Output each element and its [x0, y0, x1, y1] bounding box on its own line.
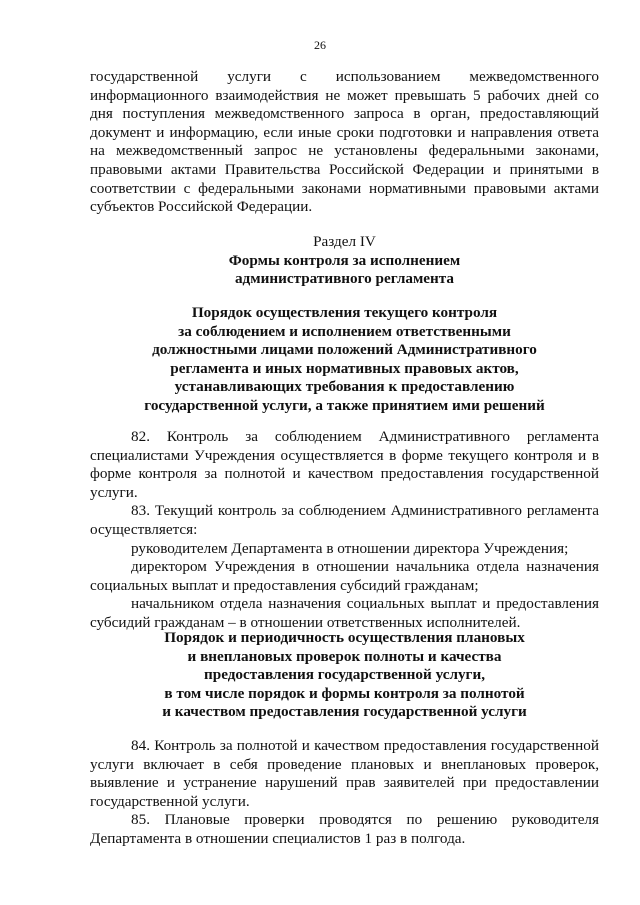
section-title-line: административного регламента: [234, 270, 455, 288]
continuation-text-block: [90, 68, 599, 217]
subheading-line: и качеством предоставления государственной услуги: [162, 703, 527, 721]
continuation-paragraph: государственной услуги с использованием межведомственного информационного взаимодействия не может превышать 5 рабочих дней со дня поступления межведомственного запроса в орган, предоставляющий документ и информацию, если иные сроки подготовки и направления ответа на межведомственный запрос не установлены федеральными законами, правовыми актами Правительства Российской Федерации и принятыми в соответствии с федеральными законами нормативными правовыми актами субъектов Российской Федерации.: [90, 68, 599, 216]
subheading-line: регламента и иных нормативных правовых актов,: [170, 359, 519, 377]
section-header: [90, 233, 599, 289]
page-number: 26: [314, 38, 326, 52]
paragraph-83: 83. Текущий контроль за соблюдением Административного регламента осуществляется:: [90, 502, 599, 538]
subheading-current-control: [90, 304, 599, 416]
paragraphs-84-85: [90, 737, 599, 849]
subheading-line: в том числе порядок и формы контроля за полнотой: [164, 684, 525, 702]
subheading-line: устанавливающих требования к предоставлению: [174, 378, 515, 396]
paragraph-84: 84. Контроль за полнотой и качеством предоставления государственной услуги включает в себя проведение плановых и внеплановых проверок, выявление и устранение нарушений прав заявителей при предоставлении государственной услуги.: [90, 737, 599, 810]
subheading-line: государственной услуги, а также принятием ими решений: [144, 396, 545, 414]
subheading-inspections: [90, 629, 599, 722]
subheading-inspections-text: [90, 629, 599, 722]
subheading-line: Порядок осуществления текущего контроля: [191, 304, 498, 321]
section-label: Раздел IV: [313, 233, 376, 250]
subheading-line: и внеплановых проверок полноты и качества: [187, 647, 502, 665]
subheading-current-control-text: [90, 304, 599, 416]
section-title-line: Формы контроля за исполнением: [228, 251, 461, 269]
subheading-line: предоставления государственной услуги,: [204, 666, 485, 684]
paragraphs-82-83: [90, 428, 599, 633]
paragraph-83-item-1: руководителем Департамента в отношении директора Учреждения;: [131, 539, 569, 557]
paragraph-85: 85. Плановые проверки проводятся по решению руководителя Департамента в отношении специалистов 1 раз в полгода.: [90, 811, 599, 847]
subheading-line: должностными лицами положений Административного: [152, 341, 537, 359]
subheading-line: за соблюдением и исполнением ответственными: [178, 322, 511, 340]
subheading-line: Порядок и периодичность осуществления плановых: [164, 629, 525, 646]
paragraph-83-item-3: начальником отдела назначения социальных выплат и предоставления субсидий гражданам – в отношении ответственных исполнителей.: [90, 595, 599, 631]
paragraph-82: 82. Контроль за соблюдением Административного регламента специалистами Учреждения осуществляется в форме текущего контроля и в форме контроля за полнотой и качеством предоставления государственной услуги.: [90, 428, 599, 501]
paragraph-83-item-2: директором Учреждения в отношении начальника отдела назначения социальных выплат и предоставления субсидий гражданам;: [90, 558, 599, 594]
section-title: [90, 252, 599, 289]
